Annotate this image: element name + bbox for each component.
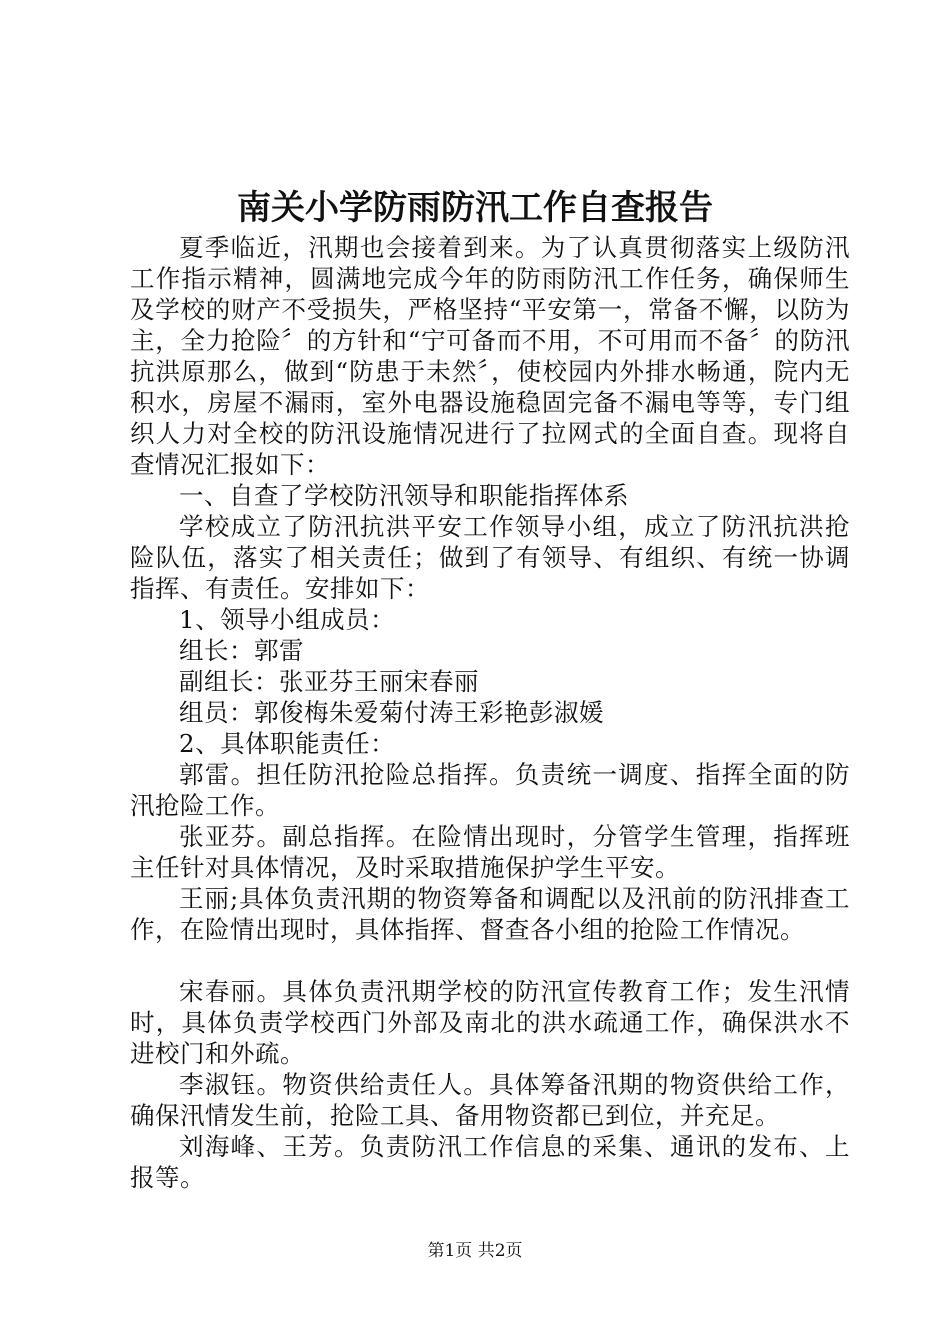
- paragraph-duty-songchunli: 宋春丽。具体负责汛期学校的防汛宣传教育工作；发生汛情时，具体负责学校西门外部及南北的洪水疏通工作，确保洪水不进校门和外疏。: [130, 977, 850, 1068]
- paragraph-organization: 学校成立了防汛抗洪平安工作领导小组，成立了防汛抗洪抢险队伍，落实了相关责任；做到了有领导、有组织、有统一协调指挥、有责任。安排如下：: [130, 512, 850, 603]
- paragraph-duty-liuhaifeng: 刘海峰、王芳。负责防汛工作信息的采集、通讯的发布、上报等。: [130, 1132, 850, 1192]
- paragraph-deputy-leaders: 副组长：张亚芬王丽宋春丽: [179, 667, 479, 696]
- paragraph-duty-zhangyafen: 张亚芬。副总指挥。在险情出现时，分管学生管理，指挥班主任针对具体情况，及时采取措施保护学生平安。: [130, 822, 850, 882]
- paragraph-duties-heading: 2、具体职能责任：: [179, 729, 396, 758]
- paragraph-duty-wangli: 王丽;具体负责汛期的物资筹备和调配以及汛前的防汛排查工作，在险情出现时，具体指挥、督查各小组的抢险工作情况。: [130, 884, 850, 944]
- paragraph-leader: 组长：郭雷: [179, 636, 304, 665]
- paragraph-section-heading: 一、自查了学校防汛领导和职能指挥体系: [179, 481, 629, 510]
- paragraph-duty-guolei: 郭雷。担任防汛抢险总指挥。负责统一调度、指挥全面的防汛抢险工作。: [130, 760, 850, 820]
- paragraph-members-heading: 1、领导小组成员：: [179, 605, 396, 634]
- paragraph-duty-lishuyu: 李淑钰。物资供给责任人。具体筹备汛期的物资供给工作，确保汛情发生前，抢险工具、备用物资都已到位，并充足。: [130, 1070, 850, 1130]
- paragraph-members: 组员：郭俊梅朱爱菊付涛王彩艳彭淑媛: [179, 698, 604, 727]
- paragraph-intro: 夏季临近，汛期也会接着到来。为了认真贯彻落实上级防汛工作指示精神，圆满地完成今年的防雨防汛工作任务，确保师生及学校的财产不受损失，严格坚持“平安第一，常备不懈，以防为主，全力抢险〞的方针和“宁可备而不用，不可用而不备〞的防汛抗洪原那么，做到“防患于未然〞，使校园内外排水畅通，院内无积水，房屋不漏雨，室外电器设施稳固完备不漏电等等，专门组织人力对全校的防汛设施情况进行了拉网式的全面自查。现将自查情况汇报如下：: [130, 233, 850, 479]
- page-footer: 第1页 共2页: [427, 1241, 523, 1261]
- document-body: [130, 232, 850, 1193]
- document-title: 南关小学防雨防汛工作自查报告: [237, 188, 713, 228]
